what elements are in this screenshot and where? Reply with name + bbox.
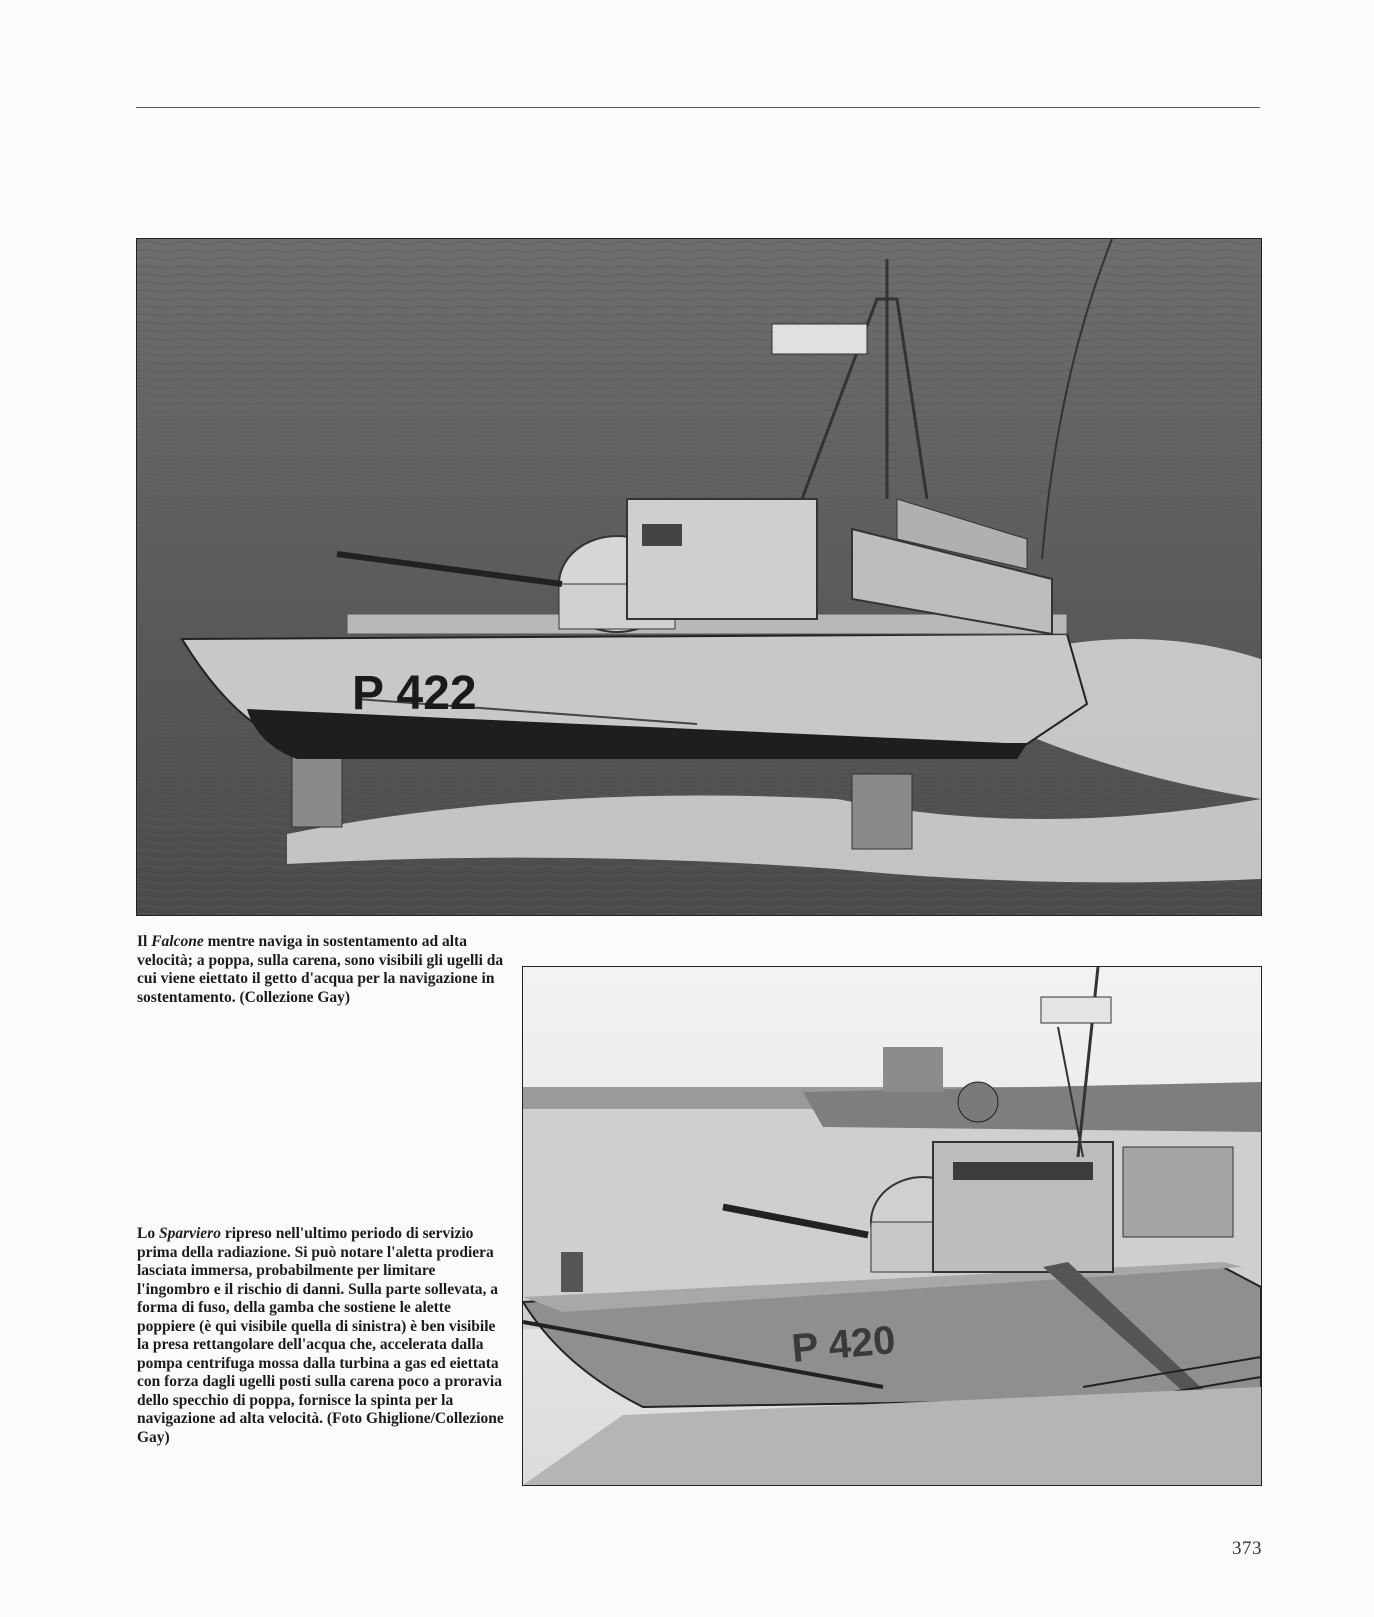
caption-falcone-text: mentre naviga in sostentamento ad alta velocità; a poppa, sulla carena, sono visibili gli ugelli da cui viene eiettato il getto d'acqua per la navigazione in sostentamento. (Collezione Gay): [137, 933, 504, 1006]
caption-sparviero-ship-name: Sparviero: [158, 1225, 221, 1242]
hull-marking-p422: P 422: [352, 667, 477, 720]
photo-sparviero: [522, 966, 1262, 1486]
sparviero-illustration: [523, 967, 1261, 1485]
hull-marking-p420: P 420: [789, 1318, 898, 1371]
caption-falcone-prefix: Il: [137, 933, 152, 950]
caption-sparviero-text: ripreso nell'ultimo periodo di servizio prima della radiazione. Si può notare l'aletta prodiera lasciata immersa, probabilmente per limitare l'ingombro e il rischio di danni. Sulla parte sollevata, a forma di fuso, della gamba che sostiene le alette poppiere (è qui visibile quella di sinistra) è ben visibile la presa rettangolare dell'acqua che, accelerata dalla pompa centrifuga mossa dalla turbina a gas ed eiettata con forza dagli ugelli posti sulla carena poco a proravia dello specchio di poppa, fornisce la spinta per la navigazione ad alta velocità. (Foto Ghiglione/Collezione Gay): [137, 1225, 504, 1446]
caption-sparviero: [137, 1225, 509, 1447]
caption-falcone-ship-name: Falcone: [151, 933, 204, 950]
header-rule: [136, 107, 1260, 108]
falcone-illustration: [137, 239, 1261, 915]
caption-falcone: [137, 933, 512, 1007]
caption-sparviero-prefix: Lo: [137, 1225, 159, 1242]
photo-falcone: [136, 238, 1262, 916]
page-number: 373: [1232, 1538, 1262, 1559]
